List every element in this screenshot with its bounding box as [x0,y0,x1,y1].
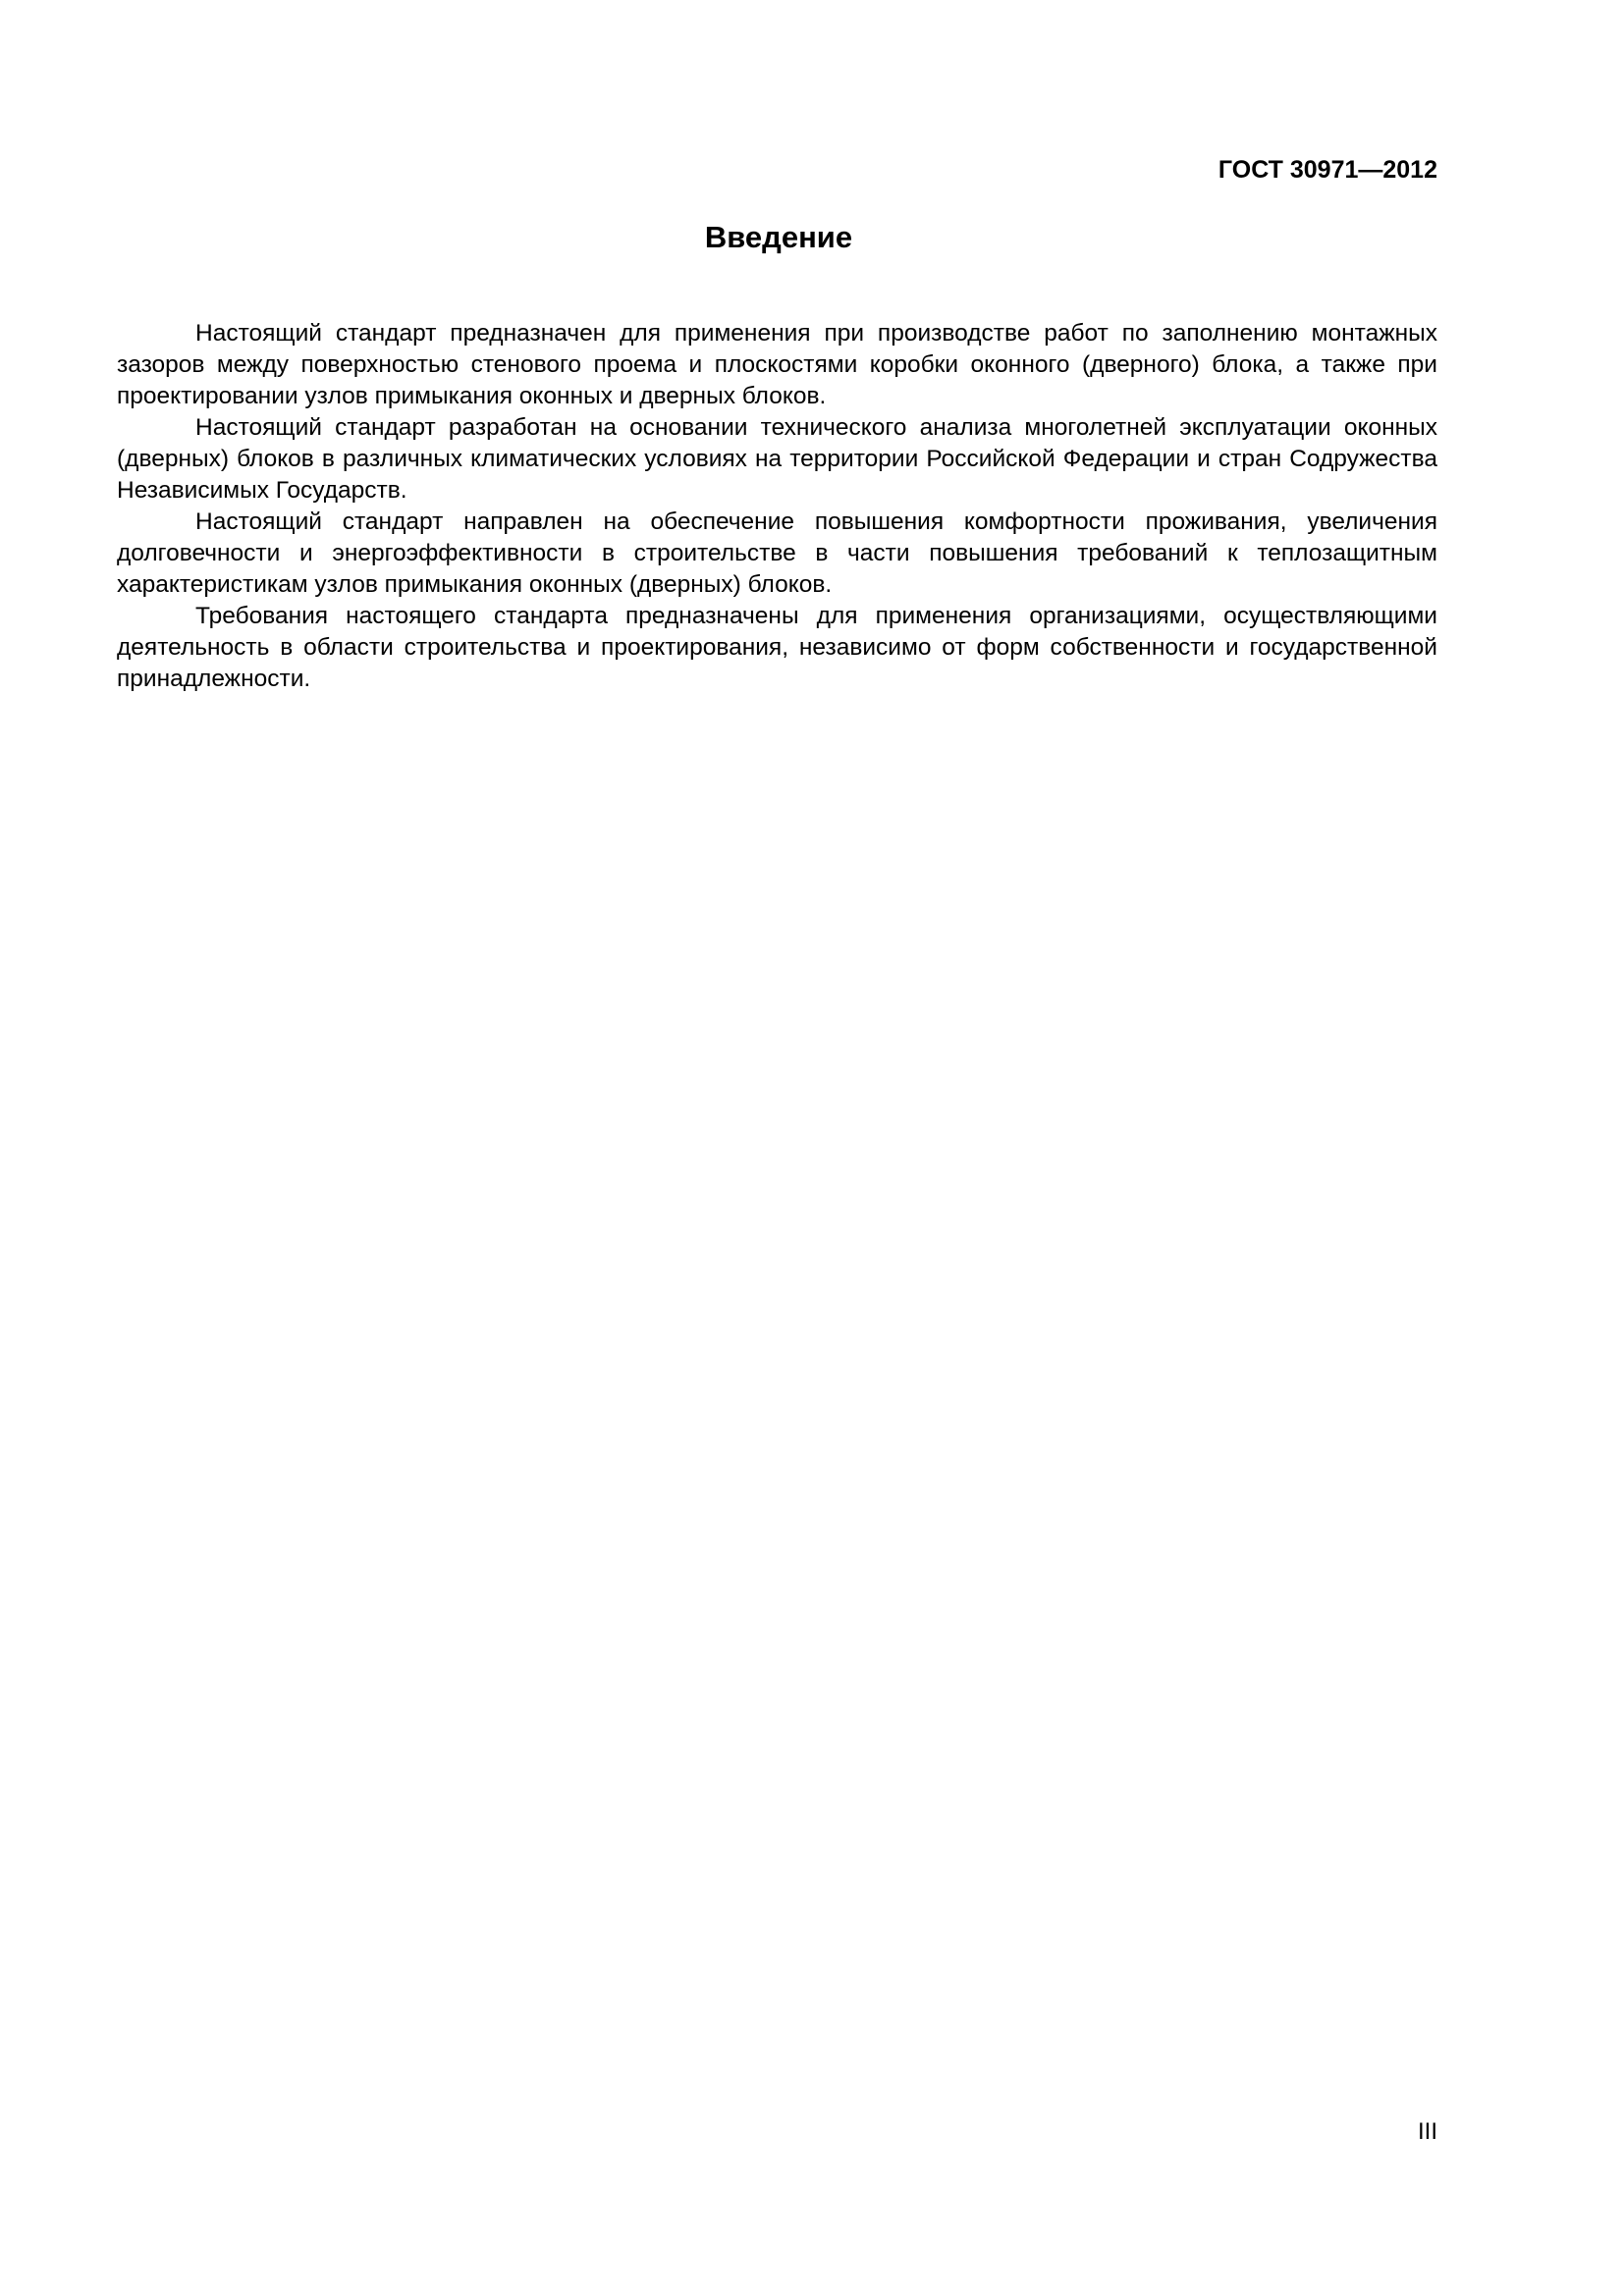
paragraph-1: Настоящий стандарт предназначен для применения при производстве работ по заполнению монтажных зазоров между поверхностью стенового проема и плоскостями коробки оконного (дверного) блока, а также при проектировании узлов примыкания оконных и дверных блоков. [117,320,1437,409]
introduction-body [117,318,1437,695]
paragraph-2: Настоящий стандарт разработан на основании технического анализа многолетней эксплуатации оконных (дверных) блоков в различных климатических условиях на территории Российской Федерации и стран Содружества Независимых Государств. [117,414,1437,504]
page-number: III [1417,2118,1437,2145]
page-title: Введение [704,220,853,254]
paragraph-3: Настоящий стандарт направлен на обеспечение повышения комфортности проживания, увеличения долговечности и энергоэффективности в строительстве в части повышения требований к теплозащитным характеристикам узлов примыкания оконных (дверных) блоков. [117,508,1437,598]
document-code: ГОСТ 30971—2012 [1217,156,1437,184]
paragraph-4: Требования настоящего стандарта предназначены для применения организациями, осуществляющими деятельность в области строительства и проектирования, независимо от форм собственности и государственной принадлежности. [117,603,1437,692]
